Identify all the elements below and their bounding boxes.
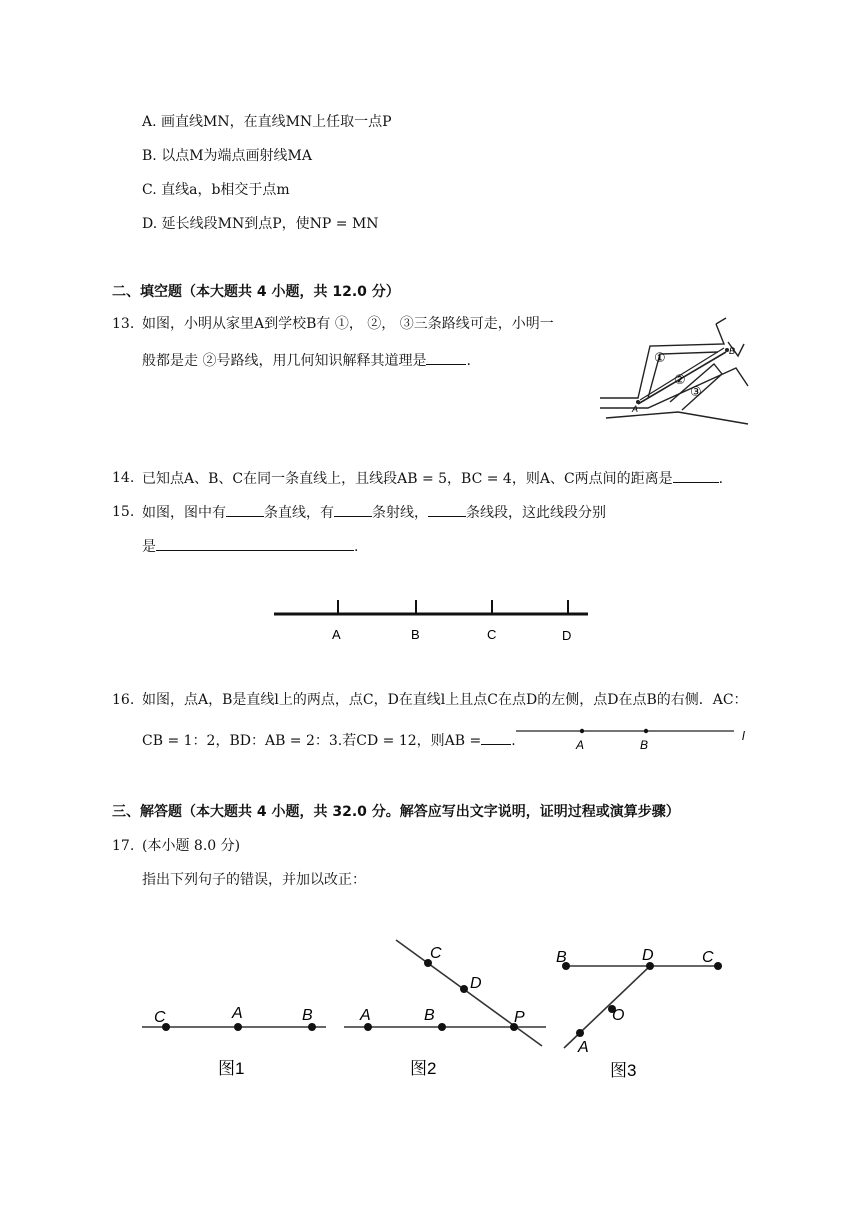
q16-line1: 如图，点A，B是直线l上的两点，点C，D在直线l上且点C在点D的左侧，点D在点B的右侧．AC： bbox=[142, 692, 748, 708]
fig2-point-c: C bbox=[430, 945, 442, 962]
q15-point-b: B bbox=[411, 627, 420, 642]
q14-blank[interactable] bbox=[673, 468, 719, 483]
q15-point-d: D bbox=[562, 628, 572, 643]
q13-line2: 般都是走 ②号路线，用几何知识解释其道理是 . bbox=[142, 350, 471, 371]
q13-route-3-label: ③ bbox=[690, 384, 702, 399]
fig1-caption: 图1 bbox=[218, 1059, 245, 1078]
q17-figure-1 bbox=[140, 1000, 330, 1084]
q16-blank[interactable] bbox=[481, 730, 511, 745]
q13-line1: 如图，小明从家里A到学校B有 ①， ②， ③三条路线可走，小明一 bbox=[142, 316, 554, 332]
q13-point-a: A bbox=[632, 404, 639, 414]
q16-line2: CB = 1：2，BD：AB = 2：3.若CD = 12，则AB = . bbox=[142, 730, 516, 751]
q16-number: 16. bbox=[112, 692, 135, 708]
q16-point-a: A bbox=[576, 738, 585, 752]
q13-route-figure bbox=[598, 316, 750, 428]
q15-blank-rays[interactable] bbox=[334, 502, 372, 517]
q15-blank-lines[interactable] bbox=[226, 502, 264, 517]
q15-blank-list[interactable] bbox=[156, 536, 354, 551]
fig3-caption: 图3 bbox=[610, 1061, 637, 1080]
q16-line-figure bbox=[512, 722, 752, 756]
q17-points: (本小题 8.0 分) bbox=[142, 838, 241, 854]
q15-point-a: A bbox=[332, 627, 341, 642]
fig3-point-d: D bbox=[642, 947, 654, 964]
q13-point-b: B bbox=[729, 346, 736, 356]
q15-number: 15. bbox=[112, 504, 135, 520]
fig2-caption: 图2 bbox=[410, 1059, 437, 1078]
q17-figure-3 bbox=[550, 936, 740, 1086]
q17-figure-2 bbox=[340, 936, 550, 1084]
q17-prompt: 指出下列句子的错误，并加以改正： bbox=[142, 872, 366, 888]
section-2-title: 二、填空题（本大题共 4 小题，共 12.0 分） bbox=[112, 284, 400, 300]
option-b: B. 以点M为端点画射线MA bbox=[142, 148, 312, 164]
fig3-point-c: C bbox=[702, 949, 714, 966]
q15-blank-segments[interactable] bbox=[428, 502, 466, 517]
q15-point-c: C bbox=[487, 627, 497, 642]
fig3-point-a: A bbox=[578, 1039, 589, 1056]
option-a: A. 画直线MN，在直线MN上任取一点P bbox=[142, 114, 392, 130]
option-c: C. 直线a，b相交于点m bbox=[142, 182, 290, 198]
fig2-point-d: D bbox=[470, 975, 482, 992]
q17-number: 17. bbox=[112, 838, 135, 854]
q13-route-2-label: ② bbox=[674, 372, 686, 387]
q15-line2: 是 . bbox=[142, 536, 358, 557]
fig3-point-b: B bbox=[556, 949, 567, 966]
fig1-point-c: C bbox=[154, 1009, 166, 1026]
fig2-point-a: A bbox=[360, 1007, 371, 1024]
fig2-point-b: B bbox=[424, 1007, 435, 1024]
q14-number: 14. bbox=[112, 470, 135, 486]
fig1-point-a: A bbox=[232, 1005, 243, 1022]
fig2-point-p: P bbox=[514, 1009, 525, 1026]
option-d: D. 延长线段MN到点P，使NP = MN bbox=[142, 216, 379, 232]
q14-text: 已知点A、B、C在同一条直线上，且线段AB = 5，BC = 4，则A、C两点间的距离是 . bbox=[142, 468, 723, 489]
q16-point-b: B bbox=[640, 738, 649, 752]
q16-line-label: l bbox=[742, 729, 745, 743]
fig3-point-o: O bbox=[612, 1007, 625, 1024]
q13-route-1-label: ① bbox=[654, 350, 666, 365]
q15-line1: 如图，图中有 条直线，有 条射线， 条线段，这此线段分别 bbox=[142, 502, 606, 523]
fig1-point-b: B bbox=[302, 1007, 313, 1024]
section-3-title: 三、解答题（本大题共 4 小题，共 32.0 分。解答应写出文字说明，证明过程或演算步骤） bbox=[112, 804, 680, 820]
q15-line-figure bbox=[270, 594, 592, 650]
q13-number: 13. bbox=[112, 316, 135, 332]
q13-blank[interactable] bbox=[426, 350, 466, 365]
